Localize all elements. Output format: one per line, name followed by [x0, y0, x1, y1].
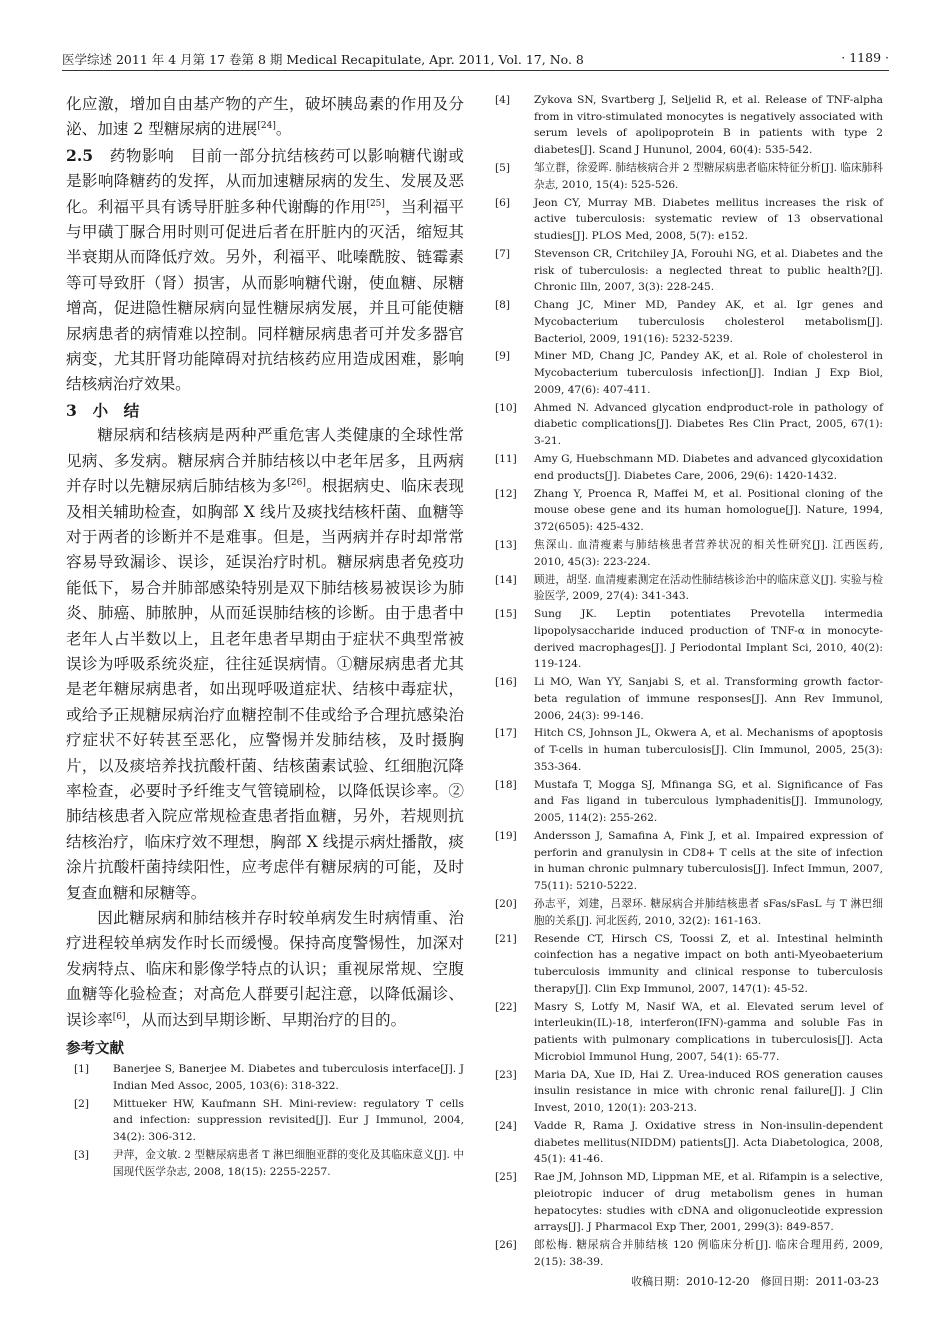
reference-item	[487, 999, 883, 1066]
reference-text: Maria DA, Xue ID, Hai Z. Urea-induced ROS generation causes insulin resistance in mice with chronic renal failure[J]. J Clin Invest, 2010, 120(1): 203-213.	[534, 1068, 883, 1115]
reference-text: Mustafa T, Mogga SJ, Mfinanga SG, et al. Significance of Fas and Fas ligand in tuberculous lymphadenitis[J]. Immunology, 2005, 114(2): 255-262.	[534, 778, 883, 825]
reference-number: [7]	[495, 247, 511, 260]
left-column	[66, 92, 464, 1182]
reference-number: [12]	[495, 487, 517, 500]
reference-number: [18]	[495, 778, 517, 791]
reference-number: [8]	[495, 299, 511, 312]
reference-number: [15]	[495, 608, 517, 621]
reference-item	[487, 777, 883, 827]
reference-number: [10]	[495, 401, 517, 414]
section-2-5-paragraph	[66, 143, 464, 398]
summary-text-1b: 。根据病史、临床表现及相关辅助检查，如胸部 X 线片及痰找结核杆菌、血糖等对于两者的诊断并不是难事。但是，当两病并存时却常常容易导致漏诊、误诊，延误治疗时机。糖尿病患者免疫功能低下，易合并肺部感染特别是双下肺结核易被误诊为肺炎、肺癌、肺脓肿，从而延误肺结核的诊断。由于患者中老年人占半数以上，且老年患者早期由于症状不典型常被误诊为呼吸系统炎症，往往延误病情。①糖尿病患者尤其是老年糖尿病患者，如出现呼吸道症状、结核中毒症状，或给予正规糖尿病治疗血糖控制不佳或给予合理抗感染治疗症状不好转甚至恶化，应警惕并发肺结核，及时摄胸片，以及痰培养找抗酸杆菌、结核菌素试验、红细胞沉降率检查，必要时予纤维支气管镜刷检，以降低误诊率。②肺结核患者入院应常规检查患者指血糖，另外，若规则抗结核治疗，临床疗效不理想，胸部 X 线提示病灶播散，痰涂片抗酸杆菌持续阳性，应考虑伴有糖尿病的可能，及时复查血糖和尿糖等。	[66, 477, 464, 902]
summary-paragraph-2	[66, 906, 464, 1033]
reference-item	[487, 92, 883, 159]
references-heading: 参考文献	[66, 1041, 124, 1058]
reference-text: Jeon CY, Murray MB. Diabetes mellitus increases the risk of active tuberculosis: systematic review of 13 observational studies[J]. PLOS Med, 2008, 5(7): e152.	[534, 196, 883, 242]
reference-number: [21]	[495, 932, 517, 945]
reference-item	[487, 931, 883, 998]
reference-number: [26]	[495, 1239, 517, 1252]
reference-number: [4]	[495, 94, 511, 106]
reference-item	[487, 297, 883, 347]
reference-text: Resende CT, Hirsch CS, Toossi Z, et al. Intestinal helminth coinfection has a negative impact on both anti-Myeobaeterium tuberculosis immunity and clinical response to tuberculosis therapy[J]. Clin Exp Immunol, 2007, 147(1): 45-52.	[534, 932, 883, 995]
intro-paragraph	[66, 92, 464, 143]
summary-text-2b: ，从而达到早期诊断、早期治疗的目的。	[125, 1010, 407, 1029]
reference-item	[487, 725, 883, 775]
reference-item	[487, 674, 883, 724]
reference-text: Andersson J, Samafina A, Fink J, et al. Impaired expression of perforin and granulysin in CD8+ T cells at the site of infection in human chronic pulmnary tuberculosis[J]. Infect Immun, 2007, 75(11): 5210-5222.	[534, 830, 883, 893]
reference-item	[487, 606, 883, 673]
reference-number: [11]	[495, 453, 517, 466]
reference-number: [6]	[495, 196, 511, 209]
summary-paragraph-1	[66, 423, 464, 906]
reference-item	[487, 195, 883, 245]
reference-item	[487, 896, 883, 929]
reference-number: [14]	[495, 573, 517, 586]
reference-number: [1]	[74, 1063, 90, 1076]
reference-text: Banerjee S, Banerjee M. Diabetes and tuberculosis interface[J]. J Indian Med Assoc, 2005, 103(6): 318-322.	[113, 1063, 464, 1092]
reference-item	[66, 1061, 464, 1094]
citation-26: [26]	[287, 477, 306, 488]
reference-text: 尹萍，金文敏. 2 型糖尿病患者 T 淋巴细胞亚群的变化及其临床意义[J]. 中国现代医学杂志, 2008, 18(15): 2255-2257.	[113, 1148, 464, 1178]
reference-text: 郎松梅. 糖尿病合并肺结核 120 例临床分析[J]. 临床合理用药, 2009, 2(15): 38-39.	[534, 1239, 883, 1268]
reference-number: [17]	[495, 727, 517, 740]
reference-item	[487, 1169, 883, 1236]
reference-item	[487, 537, 883, 570]
citation-25: [25]	[366, 198, 385, 209]
summary-text-1a: 糖尿病和结核病是两种严重危害人类健康的全球性常见病、多发病。糖尿病合并肺结核以中老年居多，且两病并存时以先糖尿病后肺结核为多	[66, 426, 464, 496]
reference-text: 顾进，胡坚. 血清瘦素测定在活动性肺结核诊治中的临床意义[J]. 实验与检验医学, 2009, 27(4): 341-343.	[534, 573, 883, 603]
reference-item	[487, 1067, 883, 1117]
reference-text: Ahmed N. Advanced glycation endproduct-role in pathology of diabetic complications[J]. Diabetes Res Clin Pract, 2005, 67(1): 3-21.	[534, 401, 883, 448]
reference-number: [24]	[495, 1119, 517, 1132]
intro-text: 化应激，增加自由基产物的产生，破坏胰岛素的作用及分泌、加速 2 型糖尿病的进展	[66, 95, 464, 139]
reference-text: Zhang Y, Proenca R, Maffei M, et al. Positional cloning of the mouse obese gene and its human homologue[J]. Nature, 1994, 372(6505): 425-432.	[534, 487, 883, 534]
section-2-5-number: 2.5	[66, 145, 94, 165]
reference-number: [19]	[495, 830, 517, 843]
reference-text: 邹立群，徐爱晖. 肺结核病合并 2 型糖尿病患者临床特征分析[J]. 临床肺科杂志, 2010, 15(4): 525-526.	[534, 162, 883, 191]
section-2-5-text-a: 目前一部分抗结核药可以影响糖代谢或是影响降糖药的发挥，从而加速糖尿病的发生、发展及恶化。利福平具有诱导肝脏多种代谢酶的作用	[66, 146, 464, 216]
section-2-5-text-b: ，当利福平与甲磺丁脲合用时则可促进后者在肝脏内的灭活，缩短其半衰期从而降低疗效。另外，利福平、吡嗪酰胺、链霉素等可导致肝（肾）损害，从而影响糖代谢，使血糖、尿糖增高，促进隐性糖尿病向显性糖尿病发展，并且可能使糖尿病患者的病情难以控制。同样糖尿病患者可并发多器官病变，尤其肝肾功能障碍对抗结核药应用造成困难，影响结核病治疗效果。	[66, 197, 464, 394]
section-3-heading: 3 小 结	[66, 400, 140, 420]
reference-text: Li MO, Wan YY, Sanjabi S, et al. Transforming growth factor-beta regulation of immune responses[J]. Ann Rev Immunol, 2006, 24(3): 99-146.	[534, 676, 883, 722]
reference-number: [3]	[74, 1148, 90, 1161]
reference-text: Vadde R, Rama J. Oxidative stress in Non-insulin-dependent diabetes mellitus(NIDDM) patients[J]. Acta Diabetologica, 2008, 45(1): 41-46.	[534, 1119, 883, 1166]
reference-number: [5]	[495, 162, 511, 174]
reference-number: [2]	[74, 1097, 90, 1110]
reference-text: Miner MD, Chang JC, Pandey AK, et al. Role of cholesterol in Mycobacterium tuberculosis infection[J]. Indian J Exp Biol, 2009, 47(6): 407-411.	[534, 350, 883, 396]
reference-number: [16]	[495, 676, 517, 689]
reference-text: 孙志平，刘建，吕翠环. 糖尿病合并肺结核患者 sFas/sFasL 与 T 淋巴细胞的关系[J]. 河北医药, 2010, 32(2): 161-163.	[534, 898, 883, 927]
reference-text: Amy G, Huebschmann MD. Diabetes and advanced glycoxidation end products[J]. Diabetes Care, 2006, 29(6): 1420-1432.	[534, 453, 883, 482]
reference-text: Rae JM, Johnson MD, Lippman ME, et al. Rifampin is a selective, pleiotropic inducer of drug metabolism genes in human hepatocytes: studies with cDNA and oligonucleotide expression arrays[J]. J Pharmacol Exp Ther, 2001, 299(3): 849-857.	[534, 1171, 883, 1234]
reference-item	[66, 1147, 464, 1180]
reference-number: [25]	[495, 1171, 517, 1184]
citation-24: [24]	[257, 121, 276, 132]
reference-number: [20]	[495, 898, 517, 911]
reference-item	[487, 1118, 883, 1168]
reference-list-right	[487, 92, 883, 1271]
page-number: · 1189 ·	[841, 50, 889, 65]
running-header	[62, 48, 889, 71]
summary-text-2a: 因此糖尿病和肺结核并存时较单病发生时病情重、治疗进程较单病发作时长而缓慢。保持高度警惕性，加深对发病特点、临床和影像学特点的认识；重视尿常规、空腹血糖等化验检查；对高危人群要引起注意，以降低漏诊、误诊率	[66, 909, 464, 1029]
reference-list-left	[66, 1061, 464, 1180]
reference-item	[487, 348, 883, 398]
reference-text: Sung JK. Leptin potentiates Prevotella intermedia lipopolysaccharide induced production of TNF-α in monocyte-derived macrophages[J]. J Periodontal Implant Sci, 2010, 40(2): 119-124.	[534, 608, 883, 671]
reference-item	[487, 828, 883, 895]
journal-citation: 医学综述 2011 年 4 月第 17 卷第 8 期 Medical Recapitulate, Apr. 2011, Vol. 17, No. 8	[62, 52, 584, 67]
reference-item	[487, 160, 883, 193]
reference-text: Hitch CS, Johnson JL, Okwera A, et al. Mechanisms of apoptosis of T-cells in human tuberculosis[J]. Clin Immunol, 2005, 25(3): 353-364.	[534, 727, 883, 773]
reference-item	[487, 451, 883, 484]
section-2-5-title: 药物影响	[109, 146, 175, 165]
reference-text: Mittueker HW, Kaufmann SH. Mini-review: regulatory T cells and infection: suppression revisited[J]. Eur J Immunol, 2004, 34(2): 306-312.	[113, 1097, 464, 1144]
reference-number: [22]	[495, 1000, 517, 1013]
reference-text: Zykova SN, Svartberg J, Seljelid R, et al. Release of TNF-alpha from in vitro-stimulated monocytes is negatively associated with serum levels of apolipoprotein B in patients with type 2 diabetes[J]. Scand J Hununol, 2004, 60(4): 535-542.	[534, 94, 883, 157]
reference-number: [9]	[495, 350, 511, 363]
citation-6: [6]	[112, 1011, 126, 1022]
reference-number: [13]	[495, 538, 517, 551]
reference-text: 焦深山. 血清瘦素与肺结核患者营养状况的相关性研究[J]. 江西医药, 2010, 45(3): 223-224.	[534, 538, 883, 568]
reference-text: Stevenson CR, Critchiley JA, Forouhi NG, et al. Diabetes and the risk of tuberculosis: a neglected threat to public health?[J]. Chronic Illn, 2007, 3(3): 228-245.	[534, 247, 883, 294]
reference-item	[487, 246, 883, 296]
reference-text: Masry S, Lotfy M, Nasif WA, et al. Elevated serum level of interleukin(IL)-18, interferon(IFN)-gamma and soluble Fas in patients with pulmonary complications in tuberculosis[J]. Acta Microbiol Immunol Hung, 2007, 54(1): 65-77.	[534, 1000, 883, 1063]
reference-item	[487, 486, 883, 536]
intro-text-end: 。	[275, 120, 292, 139]
reference-item	[487, 1237, 883, 1270]
received-dates: 收稿日期：2010-12-20 修回日期：2011-03-23	[631, 1274, 879, 1288]
right-column	[487, 92, 883, 1289]
reference-text: Chang JC, Miner MD, Pandey AK, et al. Igr genes and Mycobacterium tuberculosis cholesterol metabolism[J]. Bacteriol, 2009, 191(16): 5232-5239.	[534, 299, 883, 345]
reference-item	[66, 1096, 464, 1146]
reference-item	[487, 572, 883, 605]
reference-item	[487, 400, 883, 450]
reference-number: [23]	[495, 1068, 517, 1081]
